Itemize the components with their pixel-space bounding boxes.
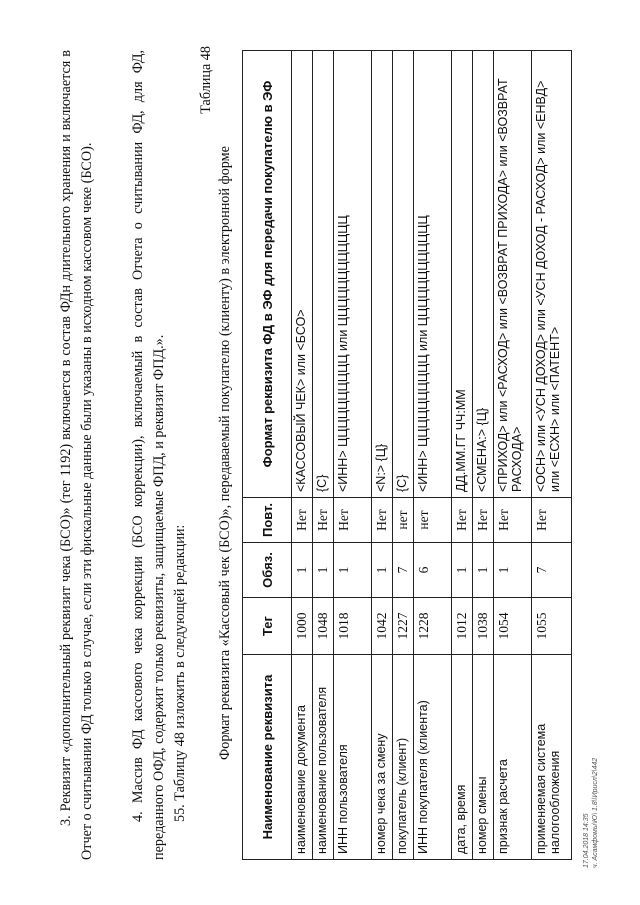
row-tag-cell: 1038 xyxy=(473,598,494,655)
row-format-cell: <ОСН> или <УСН ДОХОД> или <УСН ДОХОД - РАСХОД> или <ЕНВД> или <ЕСХН> или <ПАТЕНТ> xyxy=(532,51,572,498)
row-povt-cell: нет xyxy=(393,498,414,543)
row-obyaz-cell: 1 xyxy=(473,543,494,598)
table-row xyxy=(532,51,572,860)
row-name-cell: применяемая система налогообложения xyxy=(532,655,572,860)
row-name-cell: номер чека за смену xyxy=(372,655,393,860)
row-tag-cell: 1012 xyxy=(452,598,473,655)
print-stamp xyxy=(582,568,600,868)
row-tag-cell: 1227 xyxy=(393,598,414,655)
row-name-cell: дата, время xyxy=(452,655,473,860)
row-format-cell: <СМЕНА:> {Ц} xyxy=(473,51,494,498)
row-format-cell: <ПРИХОД> или <РАСХОД> или <ВОЗВРАТ ПРИХОДА> или <ВОЗВРАТ РАСХОДА> xyxy=(494,51,532,498)
table-row xyxy=(452,51,473,860)
row-povt-cell: Нет xyxy=(532,498,572,543)
stamp-line-1: 17.04.2018 14:35 xyxy=(583,813,590,868)
row-povt-cell: Нет xyxy=(473,498,494,543)
row-format-cell: <ИНН> ЦЦЦЦЦЦЦЦЦЦ или ЦЦЦЦЦЦЦЦЦЦЦЦ xyxy=(334,51,372,498)
row-obyaz-cell: 1 xyxy=(452,543,473,598)
row-name-cell: признак расчета xyxy=(494,655,532,860)
table-caption: Формат реквизита «Кассовый чек (БСО)», передаваемый покупателю (клиенту) в электронной форме xyxy=(217,146,233,760)
paragraph-4: 4. Массив ФД кассового чека коррекции (БСО коррекции), включаемый в состав Отчета о считывании ФД, для ФД, переданного ОФД, содержит только реквизиты, защищаемые ФПД, и реквизит ФПД.». xyxy=(130,50,167,860)
row-obyaz-cell: 7 xyxy=(532,543,572,598)
row-obyaz-cell: 7 xyxy=(393,543,414,598)
row-name-cell: ИНН пользователя xyxy=(334,655,372,860)
row-name-cell: наименование документа xyxy=(292,655,313,860)
row-tag-cell: 1055 xyxy=(532,598,572,655)
row-tag-cell: 1054 xyxy=(494,598,532,655)
row-tag-cell: 1042 xyxy=(372,598,393,655)
table-row xyxy=(372,51,393,860)
row-name-cell: покупатель (клиент) xyxy=(393,655,414,860)
row-obyaz-cell: 1 xyxy=(372,543,393,598)
row-povt-cell: Нет xyxy=(313,498,334,543)
row-povt-cell: Нет xyxy=(334,498,372,543)
row-obyaz-cell: 6 xyxy=(414,543,452,598)
row-format-cell: {С} xyxy=(313,51,334,498)
table-header-row xyxy=(243,51,292,860)
stamp-line-2: ч. Асамфомы\Ю\ 1.8\\Ирисл\2\442 xyxy=(592,757,599,868)
row-format-cell: ДД.ММ.ГГ ЧЧ:ММ xyxy=(452,51,473,498)
table-row xyxy=(334,51,372,860)
paragraph-3: 3. Реквизит «дополнительный реквизит чека (БСО)» (тег 1192) включается в состав ФДн длительного хранения и включается в Отчет о считывании ФД только в случае, если эти фискальные данные были указаны в исходном кассовом чеке (БСО). xyxy=(58,50,95,860)
row-format-cell: <N:> {Ц} xyxy=(372,51,393,498)
table-row xyxy=(313,51,334,860)
header-povt: Повт. xyxy=(243,498,292,543)
row-povt-cell: Нет xyxy=(452,498,473,543)
row-povt-cell: нет xyxy=(414,498,452,543)
table-row xyxy=(494,51,532,860)
row-obyaz-cell: 1 xyxy=(292,543,313,598)
row-tag-cell: 1000 xyxy=(292,598,313,655)
row-povt-cell: Нет xyxy=(292,498,313,543)
header-obyaz: Обяз. xyxy=(243,543,292,598)
row-format-cell: {С} xyxy=(393,51,414,498)
header-name: Наименование реквизита xyxy=(243,655,292,860)
row-povt-cell: Нет xyxy=(372,498,393,543)
row-obyaz-cell: 1 xyxy=(334,543,372,598)
row-tag-cell: 1018 xyxy=(334,598,372,655)
row-obyaz-cell: 1 xyxy=(313,543,334,598)
row-povt-cell: Нет xyxy=(494,498,532,543)
row-name-cell: наименование пользователя xyxy=(313,655,334,860)
header-format: Формат реквизита ФД в ЭФ для передачи покупателю в ЭФ xyxy=(243,51,292,498)
row-name-cell: номер смены xyxy=(473,655,494,860)
row-tag-cell: 1048 xyxy=(313,598,334,655)
table-number-label: Таблица 48 xyxy=(198,46,214,114)
table-row xyxy=(292,51,313,860)
row-obyaz-cell: 1 xyxy=(494,543,532,598)
table-row xyxy=(473,51,494,860)
header-tag: Тег xyxy=(243,598,292,655)
rotated-document-page xyxy=(50,38,610,868)
requisites-table xyxy=(242,50,572,860)
row-format-cell: <КАССОВЫЙ ЧЕК> или <БСО> xyxy=(292,51,313,498)
table-row xyxy=(393,51,414,860)
table-row xyxy=(414,51,452,860)
row-name-cell: ИНН покупателя (клиента) xyxy=(414,655,452,860)
paragraph-55: 55. Таблицу 48 изложить в следующей редакции: xyxy=(172,524,188,822)
row-tag-cell: 1228 xyxy=(414,598,452,655)
row-format-cell: <ИНН> ЦЦЦЦЦЦЦЦЦЦ или ЦЦЦЦЦЦЦЦЦЦЦЦ xyxy=(414,51,452,498)
